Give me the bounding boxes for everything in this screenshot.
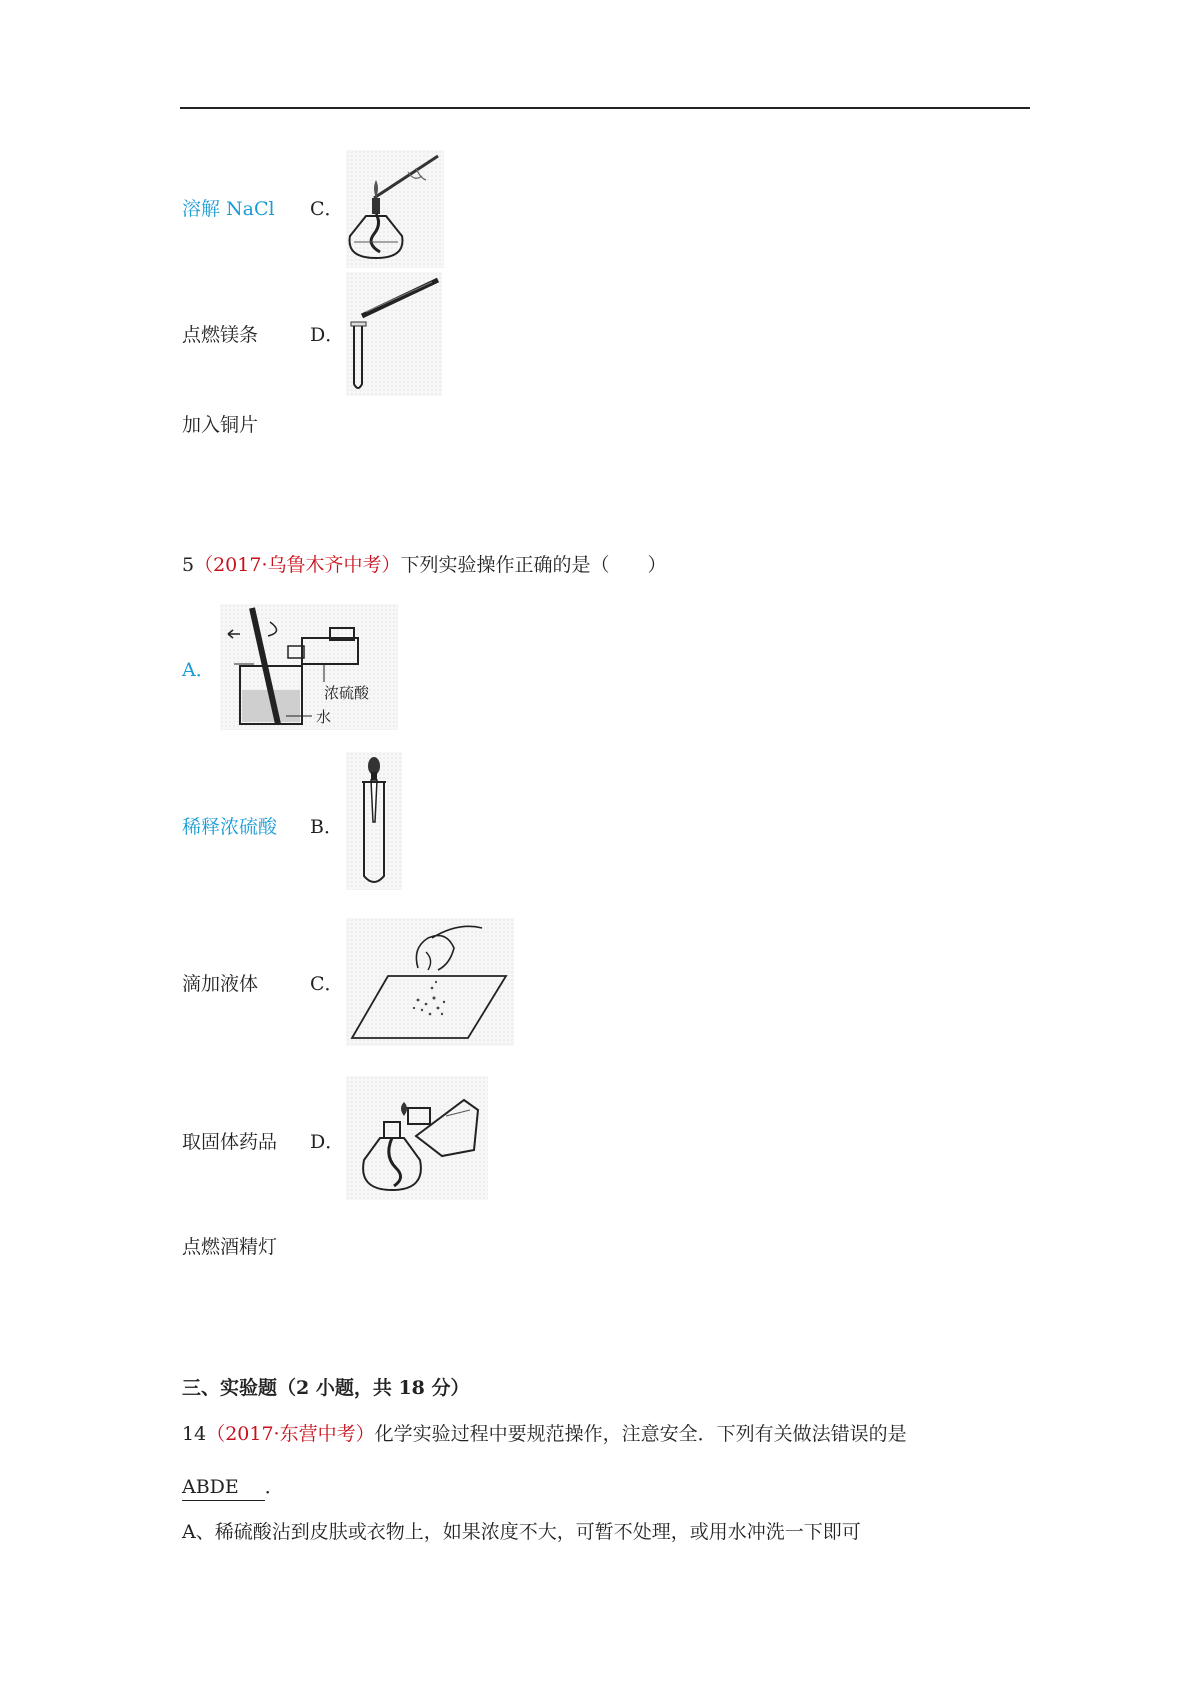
question-14-number: 14 — [182, 1423, 207, 1445]
caption-dissolve-nacl: 溶解 NaCl — [182, 198, 275, 220]
question-14-source: （2017·东营中考） — [206, 1423, 375, 1445]
option-b-letter: B． — [310, 816, 343, 838]
caption-take-solid: 取固体药品 — [182, 1131, 278, 1153]
question-5-stem-line — [182, 552, 667, 578]
question-14-stem-line — [182, 1421, 907, 1447]
figure-test-tube-tongs — [346, 272, 442, 396]
option-c2-letter: C． — [310, 973, 344, 995]
figure-take-solid — [346, 918, 514, 1046]
label-concentrated-acid: 浓硫酸 — [324, 684, 370, 702]
option-c-letter: C． — [310, 198, 344, 220]
caption-dilute-sulfuric: 稀释浓硫酸 — [182, 816, 278, 838]
caption-light-alcohol-lamp: 点燃酒精灯 — [182, 1236, 278, 1258]
caption-burn-magnesium: 点燃镁条 — [182, 324, 259, 346]
caption-drip-liquid: 滴加液体 — [182, 973, 259, 995]
label-water: 水 — [316, 708, 332, 726]
section-3-heading: 三、实验题（2 小题，共 18 分） — [182, 1377, 470, 1399]
option-a-letter: A． — [182, 659, 215, 681]
question-14-option-a: A、稀硫酸沾到皮肤或衣物上，如果浓度不大，可暂不处理，或用水冲洗一下即可 — [182, 1521, 861, 1543]
question-5-source: （2017·乌鲁木齐中考） — [194, 554, 401, 576]
header-rule — [180, 107, 1030, 109]
question-5-stem: 下列实验操作正确的是（ ） — [400, 554, 667, 576]
figure-dilute-acid — [220, 604, 398, 730]
question-5-number: 5 — [182, 554, 195, 576]
figure-lamp-ignite — [346, 150, 444, 268]
figure-light-lamp — [346, 1076, 488, 1200]
question-14-answer-end: ． — [264, 1476, 284, 1498]
option-d2-letter: D． — [310, 1131, 345, 1153]
question-14-stem: 化学实验过程中要规范操作，注意安全．下列有关做法错误的是 — [374, 1423, 907, 1445]
question-14-answer: ABDE — [182, 1474, 265, 1501]
caption-add-copper: 加入铜片 — [182, 414, 259, 436]
figure-dropper — [346, 752, 402, 890]
question-14-answer-line — [182, 1474, 284, 1501]
option-d-letter: D． — [310, 324, 345, 346]
